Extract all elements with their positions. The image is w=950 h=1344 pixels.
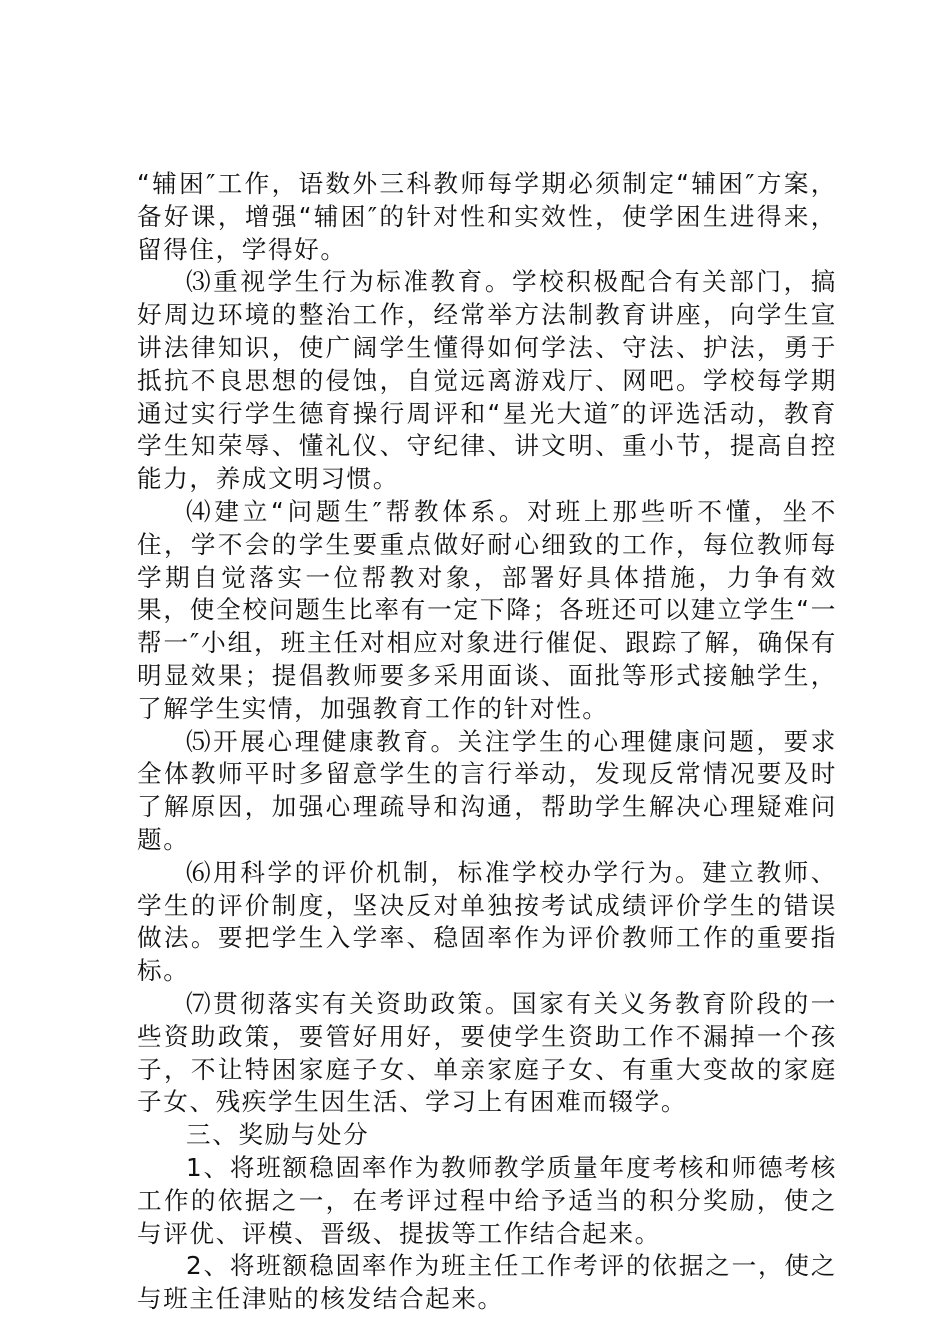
paragraph-financial-aid: ⑺贯彻落实有关资助政策。国家有关义务教育阶段的一些资助政策，要管好用好，要使学生资助工作不漏掉一个孩子，不让特困家庭子女、单亲家庭子女、有重大变故的家庭子女、残疾学生因生活、学习上有困难而辍学。 <box>137 988 837 1117</box>
paragraph-problem-student-support: ⑷建立“问题生″帮教体系。对班上那些听不懂，坐不住，学不会的学生要重点做好耐心细致的工作，每位教师每学期自觉落实一位帮教对象，部署好具体措施，力争有效果，使全校问题生比率有一定下降；各班还可以建立学生“一帮一″小组，班主任对相应对象进行催促、跟踪了解，确保有明显效果；提倡教师要多采用面谈、面批等形式接触学生，了解学生实情，加强教育工作的针对性。 <box>137 496 837 723</box>
paragraph-evaluation-mechanism: ⑹用科学的评价机制，标准学校办学行为。建立教师、学生的评价制度，坚决反对单独按考试成绩评价学生的错误做法。要把学生入学率、稳固率作为评价教师工作的重要指标。 <box>137 857 837 986</box>
paragraph-tutoring-continuation: “辅困″工作，语数外三科教师每学期必须制定“辅困″方案，备好课，增强“辅困″的针对性和实效性，使学困生进得来，留得住，学得好。 <box>137 169 837 264</box>
paragraph-mental-health: ⑸开展心理健康教育。关注学生的心理健康问题，要求全体教师平时多留意学生的言行举动，发现反常情况要及时了解原因，加强心理疏导和沟通，帮助学生解决心理疑难问题。 <box>137 726 837 854</box>
section-heading-rewards-penalties: 三、奖励与处分 <box>186 1120 370 1150</box>
document-body <box>137 168 837 1316</box>
paragraph-behavior-education: ⑶重视学生行为标准教育。学校积极配合有关部门，搞好周边环境的整治工作，经常举方法制教育讲座，向学生宣讲法律知识，使广阔学生懂得如何学法、守法、护法，勇于抵抗不良思想的侵蚀，自觉远离游戏厅、网吧。学校每学期通过实行学生德育操行周评和“星光大道″的评选活动，教育学生知荣辱、懂礼仪、守纪律、讲文明、重小节，提高自控能力，养成文明习惯。 <box>137 267 837 494</box>
paragraph-teacher-assessment: 1、将班额稳固率作为教师教学质量年度考核和师德考核工作的依据之一，在考评过程中给予适当的积分奖励，使之与评优、评模、晋级、提拔等工作结合起来。 <box>137 1152 837 1248</box>
paragraph-head-teacher-assessment: 2、将班额稳固率作为班主任工作考评的依据之一，使之与班主任津贴的核发结合起来。 <box>137 1251 837 1314</box>
